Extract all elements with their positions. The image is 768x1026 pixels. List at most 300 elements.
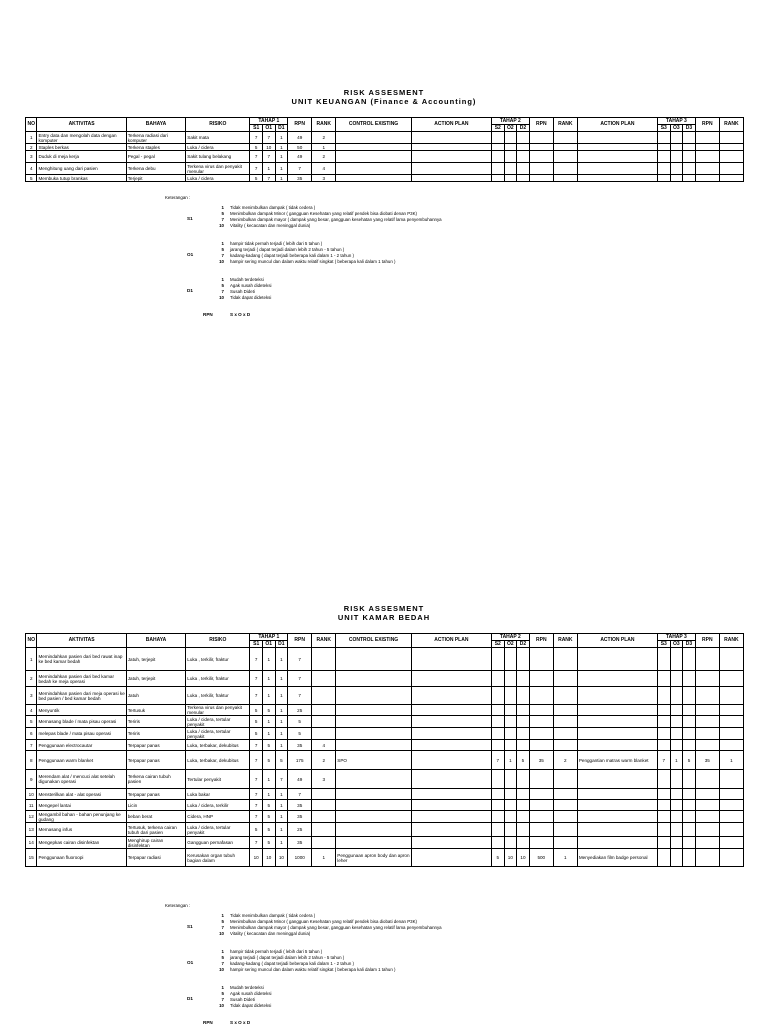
keterangan-o1-key: 10 [219,259,224,264]
cell-s1: 7 [250,811,263,823]
keterangan-o1-label: O1 [187,252,194,257]
header-rpn: RPN [695,634,719,648]
cell-action [411,740,491,751]
keterangan-o1-text: hampir sering muncul dan dalam waktu relatif singkat ( beberapa kali dalam 1 tahun ) [230,259,396,264]
cell-bahaya: Terkena staples [126,144,186,151]
cell-aktivitas: Membuka tutup brankas [37,175,126,182]
keterangan-s1-text: Vitality ( kecacatan dan meninggal dunia) [230,931,311,936]
cell-action [411,837,491,849]
cell-rank3 [719,705,743,716]
keterangan-o1-key: 5 [221,955,224,960]
cell-bahaya: Terpapar panas [126,789,186,800]
cell-aktivitas: Memindahkan pasien dari meja operasi ke bed pasien / bed kamar bedah [37,687,126,705]
cell-bahaya: Jatuh, terjepit [126,648,186,671]
cell-action [411,728,491,740]
cell-control [336,770,412,789]
cell-aktivitas: Merendam alat / mencuci alat setelah digunakan operasi [37,770,126,789]
cell-d2 [517,811,530,823]
cell-d3 [683,811,696,823]
cell-s3 [657,175,670,182]
cell-rank [312,648,336,671]
cell-bahaya: Terpapar panas [126,740,186,751]
cell-action3 [577,648,657,671]
cell-d3 [683,789,696,800]
header-o1: O1 [262,125,275,132]
header-o1: O1 [262,641,275,648]
cell-aktivitas: Memindahkan pasien dari bed kamar bedah ke meja operasi [37,671,126,687]
cell-s2 [491,837,504,849]
cell-control [336,837,412,849]
cell-s1: 7 [250,132,263,144]
keterangan-rpn-formula: S x O x D [230,1020,251,1025]
cell-aktivitas: Penggunaan fluoroopi [37,849,126,867]
cell-d3 [683,144,696,151]
cell-action [411,800,491,811]
table-row [26,770,744,789]
cell-o2: 10 [504,849,517,867]
cell-rank3 [719,849,743,867]
cell-s2 [491,132,504,144]
table-row [26,823,744,837]
cell-s3 [657,144,670,151]
cell-rpn: 49 [288,151,312,163]
cell-rank: 2 [312,132,336,144]
risk-table [25,117,744,182]
cell-rpn2 [529,740,553,751]
header-bahaya: BAHAYA [126,118,186,132]
cell-rpn2 [529,163,553,175]
header-no: NO [26,634,37,648]
cell-d1: 1 [275,132,288,144]
cell-rpn: 25 [288,705,312,716]
cell-d2 [517,823,530,837]
cell-d1: 1 [275,740,288,751]
header-o3: O3 [670,125,683,132]
cell-action3 [577,671,657,687]
keterangan-s1-label: S1 [187,216,193,221]
cell-rpn2 [529,716,553,728]
cell-rank: 4 [312,740,336,751]
header-o3: O3 [670,641,683,648]
keterangan-d1-label: D1 [187,288,193,293]
cell-rpn: 49 [288,770,312,789]
cell-rpn2 [529,132,553,144]
cell-s3 [657,728,670,740]
cell-rank [312,811,336,823]
cell-o3 [670,687,683,705]
cell-s1: 7 [250,648,263,671]
header-rank: RANK [312,634,336,648]
header-d2: D2 [517,641,530,648]
keterangan-d1-text: Mudah terdeteksi [230,277,264,282]
header-tahap3: TAHAP 3 [657,634,695,641]
cell-bahaya: Terkena radiasi dari komputer [126,132,186,144]
cell-o1: 5 [262,811,275,823]
cell-bahaya: Pegal - pegal [126,151,186,163]
cell-rpn3 [695,837,719,849]
cell-s1: 7 [250,687,263,705]
cell-d1: 1 [275,151,288,163]
cell-d2 [517,728,530,740]
keterangan-s1-key: 7 [221,925,224,930]
cell-rpn: 35 [288,811,312,823]
cell-no: 3 [26,151,37,163]
keterangan-o1-key: 1 [221,241,224,246]
cell-d1: 1 [275,163,288,175]
cell-rpn3 [695,716,719,728]
keterangan-d1-key: 7 [221,289,224,294]
cell-no: 3 [26,687,37,705]
cell-rank3 [719,811,743,823]
header-tahap2: TAHAP 2 [491,634,529,641]
cell-o2 [504,811,517,823]
cell-rank [312,687,336,705]
cell-rank: 3 [312,770,336,789]
cell-d3 [683,849,696,867]
cell-rank2 [553,687,577,705]
table-row [26,740,744,751]
cell-rank2 [553,175,577,182]
cell-rpn: 50 [288,144,312,151]
cell-risiko: Kerusakan organ tubuh bagian dalam [186,849,250,867]
cell-o1: 7 [262,132,275,144]
table-row [26,837,744,849]
cell-aktivitas: Memasang blade / mata pisau operasi [37,716,126,728]
cell-o3 [670,175,683,182]
cell-action [411,648,491,671]
cell-risiko: Luka , terkilir, fraktur [186,648,250,671]
cell-rank2 [553,648,577,671]
keterangan-o1-key: 7 [221,253,224,258]
cell-rank: 1 [312,144,336,151]
table-row [26,144,744,151]
keterangan-s1-label: S1 [187,924,193,929]
cell-action3 [577,800,657,811]
cell-rpn3 [695,705,719,716]
cell-s1: 7 [250,800,263,811]
cell-rank [312,789,336,800]
keterangan-s1-text: Vitality ( kecacatan dan meninggal dunia) [230,223,311,228]
cell-rank [312,716,336,728]
cell-o1: 1 [262,648,275,671]
keterangan-d1-key: 5 [221,283,224,288]
cell-rank2 [553,132,577,144]
cell-risiko: Terkena virus dan penyakit menular [186,705,250,716]
header-d2: D2 [517,125,530,132]
cell-control [336,175,412,182]
keterangan-o1-key: 1 [221,949,224,954]
cell-control [336,740,412,751]
cell-d1: 10 [275,849,288,867]
cell-aktivitas: Memindahkan pasien dari bed rawat inap ke bed kamar bedah [37,648,126,671]
cell-d3 [683,770,696,789]
cell-d2 [517,151,530,163]
cell-s1: 7 [250,789,263,800]
cell-rank3 [719,151,743,163]
cell-s2: 5 [491,849,504,867]
cell-o2 [504,716,517,728]
header-rank: RANK [312,118,336,132]
cell-o2 [504,687,517,705]
cell-no: 4 [26,163,37,175]
cell-d1: 1 [275,800,288,811]
header-tahap2: TAHAP 2 [491,118,529,125]
cell-rank [312,837,336,849]
header-o2: O2 [504,125,517,132]
cell-o3 [670,800,683,811]
cell-no: 10 [26,789,37,800]
cell-risiko: Luka / cidera, tertular penyakit [186,823,250,837]
cell-rank2 [553,800,577,811]
cell-risiko: Luka / cidera, tertular penyakit [186,728,250,740]
cell-rank: 2 [312,151,336,163]
cell-aktivitas: Duduk di meja kerja [37,151,126,163]
cell-rank2 [553,728,577,740]
cell-d1: 1 [275,144,288,151]
cell-risiko: Luka / cidera [186,175,250,182]
cell-rank3 [719,800,743,811]
table-row [26,728,744,740]
cell-rpn: 5 [288,728,312,740]
header-action-plan: ACTION PLAN [577,634,657,648]
cell-action3 [577,687,657,705]
cell-aktivitas: Entry data dan mengolah data dengan komputer [37,132,126,144]
cell-d3 [683,823,696,837]
cell-o2 [504,823,517,837]
cell-rank3 [719,770,743,789]
cell-o1: 1 [262,671,275,687]
cell-no: 2 [26,671,37,687]
cell-o1: 5 [262,740,275,751]
keterangan-d1-key: 5 [221,991,224,996]
cell-s2 [491,811,504,823]
keterangan-s1-key: 7 [221,217,224,222]
cell-rank3: 1 [719,751,743,770]
cell-d2 [517,132,530,144]
cell-action [411,751,491,770]
cell-action3 [577,770,657,789]
cell-action3 [577,728,657,740]
cell-s2 [491,144,504,151]
cell-o1: 7 [262,151,275,163]
title-line2: UNIT KEUANGAN (Finance & Accounting) [291,97,477,106]
cell-rpn2 [529,728,553,740]
header-bahaya: BAHAYA [126,634,186,648]
cell-s2 [491,163,504,175]
cell-o1: 5 [262,837,275,849]
cell-no: 7 [26,740,37,751]
cell-rpn: 7 [288,671,312,687]
cell-o2 [504,144,517,151]
header-rpn: RPN [695,118,719,132]
cell-rank2 [553,151,577,163]
header-d3: D3 [683,125,696,132]
cell-o2 [504,132,517,144]
cell-rank3 [719,837,743,849]
keterangan-s1-key: 10 [219,223,224,228]
cell-o1: 10 [262,849,275,867]
cell-action [411,175,491,182]
cell-rank [312,705,336,716]
cell-d1: 5 [275,751,288,770]
cell-s3 [657,789,670,800]
header-d3: D3 [683,641,696,648]
keterangan-o1-label: O1 [187,960,194,965]
cell-control [336,716,412,728]
keterangan-rpn-formula: S x O x D [230,312,251,317]
cell-o3 [670,144,683,151]
cell-rank [312,800,336,811]
cell-action [411,132,491,144]
cell-rpn: 25 [288,823,312,837]
cell-rank [312,823,336,837]
cell-s3 [657,151,670,163]
cell-control [336,151,412,163]
cell-o1: 1 [262,716,275,728]
cell-rpn2 [529,770,553,789]
cell-o2: 1 [504,751,517,770]
cell-rpn3 [695,740,719,751]
keterangan-s1-text: Tidak menimbulkan dampak ( tidak cedera ) [230,205,316,210]
cell-o3 [670,671,683,687]
header-d1: D1 [275,125,288,132]
keterangan-rpn-label: RPN [203,312,213,317]
cell-rank2 [553,811,577,823]
cell-rank2: 2 [553,751,577,770]
cell-d2 [517,837,530,849]
cell-o2 [504,671,517,687]
header-risiko: RISIKO [186,634,250,648]
cell-aktivitas: Mensterilkan alat - alat operasi [37,789,126,800]
cell-rank2 [553,144,577,151]
cell-o1: 5 [262,705,275,716]
cell-d3 [683,740,696,751]
cell-rpn3 [695,175,719,182]
cell-rank3 [719,175,743,182]
cell-d3 [683,687,696,705]
cell-no: 2 [26,144,37,151]
cell-d1: 7 [275,770,288,789]
cell-d3: 5 [683,751,696,770]
table-row [26,175,744,182]
title-line1: RISK ASSESMENT [343,88,425,97]
cell-o3 [670,728,683,740]
header-action-plan: ACTION PLAN [411,118,491,132]
cell-bahaya: Tertusuk, terkena cairan tubuh dari pasien [126,823,186,837]
cell-risiko: Luka / cidera, terkilir [186,800,250,811]
keterangan-d1-text: Agak susah dideteksi [230,991,272,996]
cell-s3 [657,163,670,175]
cell-rank2: 1 [553,849,577,867]
cell-s2 [491,687,504,705]
cell-control [336,132,412,144]
cell-risiko: Luka , terkilir, fraktur [186,687,250,705]
cell-action3 [577,151,657,163]
cell-no: 13 [26,823,37,837]
cell-aktivitas: Penggunaan electrocautar [37,740,126,751]
cell-action [411,849,491,867]
cell-o3 [670,837,683,849]
keterangan-d1-label: D1 [187,996,193,1001]
cell-o2 [504,837,517,849]
cell-rpn3: 35 [695,751,719,770]
cell-s3 [657,800,670,811]
cell-rank2 [553,163,577,175]
cell-risiko: Luka , terkilir, fraktur [186,671,250,687]
header-rank: RANK [719,634,743,648]
cell-o3 [670,716,683,728]
table-row [26,705,744,716]
cell-s1: 7 [250,770,263,789]
header-control-existing: CONTROL EXISTING [336,634,412,648]
cell-o1: 7 [262,175,275,182]
cell-action3 [577,132,657,144]
cell-s2 [491,151,504,163]
cell-rpn3 [695,770,719,789]
cell-control [336,789,412,800]
cell-rank [312,671,336,687]
cell-no: 1 [26,648,37,671]
cell-d3 [683,163,696,175]
cell-d1: 1 [275,728,288,740]
keterangan-d1-key: 10 [219,1003,224,1008]
cell-rpn: 35 [288,837,312,849]
cell-aktivitas: Memasang infus [37,823,126,837]
cell-rpn2 [529,800,553,811]
header-control-existing: CONTROL EXISTING [336,118,412,132]
cell-action [411,687,491,705]
keterangan-o1-key: 7 [221,961,224,966]
keterangan-label: Keterangan : [165,903,191,908]
cell-o2 [504,648,517,671]
cell-no: 15 [26,849,37,867]
cell-s3 [657,648,670,671]
cell-d1: 1 [275,789,288,800]
cell-risiko: Cidera, HNP [186,811,250,823]
cell-d3 [683,837,696,849]
cell-rpn: 5 [288,716,312,728]
header-tahap1: TAHAP 1 [250,118,288,125]
cell-o3 [670,740,683,751]
cell-rank3 [719,728,743,740]
cell-o2 [504,175,517,182]
cell-risiko: Tertular penyakit [186,770,250,789]
cell-rpn2: 35 [529,751,553,770]
header-risiko: RISIKO [186,118,250,132]
cell-s3 [657,705,670,716]
cell-s1: 7 [250,671,263,687]
cell-no: 5 [26,175,37,182]
cell-s2 [491,740,504,751]
cell-d3 [683,728,696,740]
section-title [0,88,768,106]
cell-s1: 7 [250,837,263,849]
cell-control [336,648,412,671]
cell-aktivitas: Mengepkas cairan disinfektan [37,837,126,849]
cell-d2 [517,789,530,800]
cell-risiko: Terkena virus dan penyakit menular [186,163,250,175]
cell-control [336,811,412,823]
cell-d2 [517,671,530,687]
cell-s2 [491,175,504,182]
keterangan-o1-key: 5 [221,247,224,252]
table-row [26,132,744,144]
cell-rpn2 [529,705,553,716]
cell-d3 [683,705,696,716]
cell-s2 [491,800,504,811]
cell-action [411,789,491,800]
cell-s3 [657,770,670,789]
